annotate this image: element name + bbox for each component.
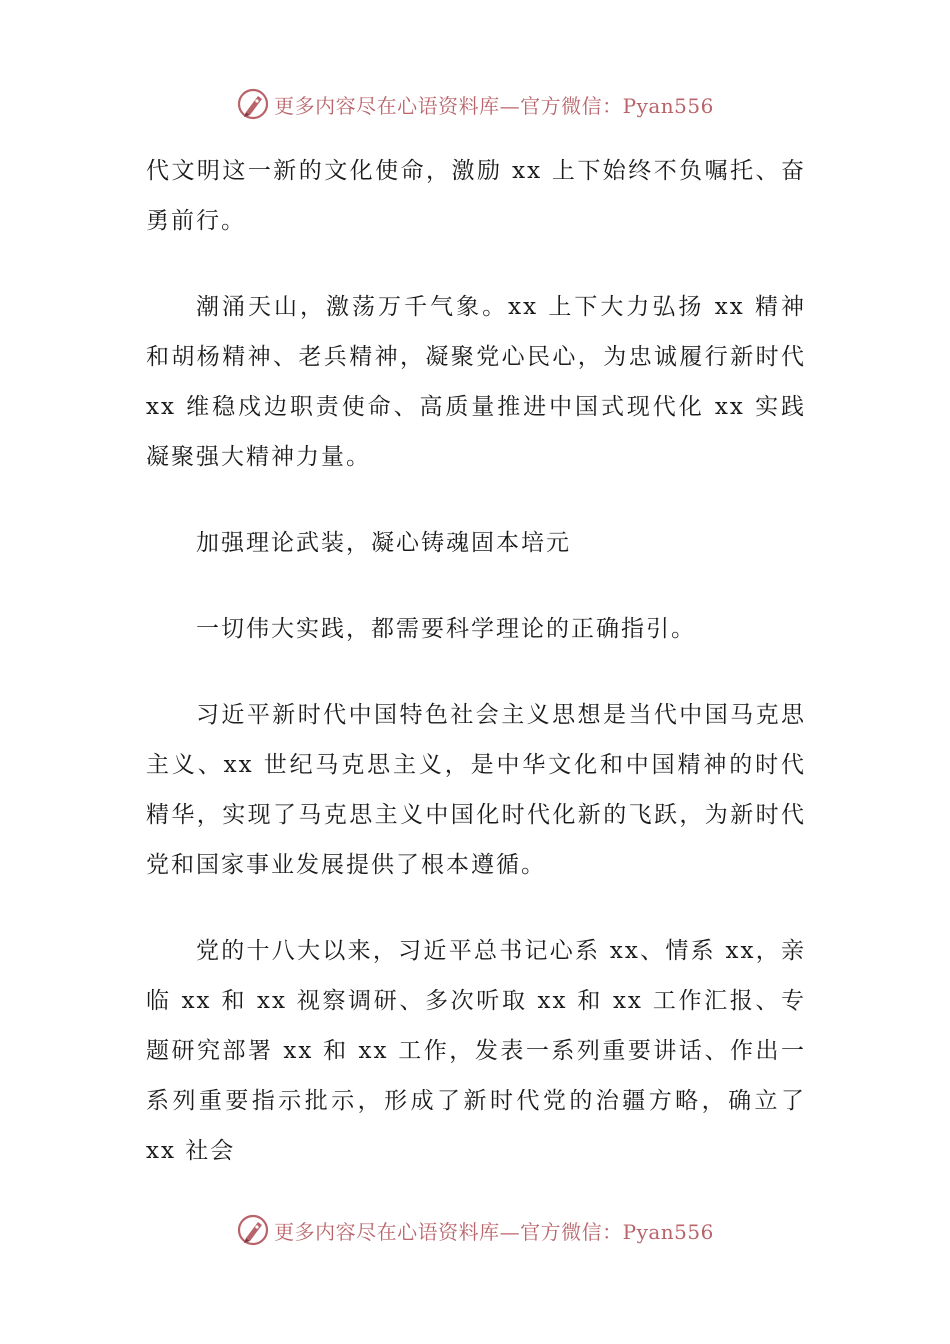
paragraph-2: 潮涌天山，激荡万千气象。xx 上下大力弘扬 xx 精神和胡杨精神、老兵精神，凝聚党心民心，为忠诚履行新时代 xx 维稳戍边职责使命、高质量推进中国式现代化 xx 实践凝聚强大精神力量。 xyxy=(146,294,806,470)
pen-nib-circle-icon xyxy=(236,1213,270,1247)
section-heading: 加强理论武装，凝心铸魂固本培元 xyxy=(196,530,571,556)
paragraph-5: 党的十八大以来，习近平总书记心系 xx、情系 xx，亲临 xx 和 xx 视察调研、多次听取 xx 和 xx 工作汇报、专题研究部署 xx 和 xx 工作，发表一系列重要讲话、作出一系列重要指示批示，形成了新时代党的治疆方略，确立了 xx 社会 xyxy=(146,938,806,1164)
paragraph-3: 一切伟大实践，都需要科学理论的正确指引。 xyxy=(196,616,696,642)
document-body xyxy=(146,146,806,1212)
paragraph-4: 习近平新时代中国特色社会主义思想是当代中国马克思主义、xx 世纪马克思主义，是中华文化和中国精神的时代精华，实现了马克思主义中国化时代化新的飞跃，为新时代党和国家事业发展提供了根本遵循。 xyxy=(146,702,806,878)
footer-banner-text: 更多内容尽在心语资料库—官方微信：Pyan556 xyxy=(274,1219,714,1244)
pen-nib-circle-icon xyxy=(236,87,270,121)
header-banner-text: 更多内容尽在心语资料库—官方微信：Pyan556 xyxy=(274,93,714,118)
paragraph-1: 代文明这一新的文化使命，激励 xx 上下始终不负嘱托、奋勇前行。 xyxy=(146,158,806,234)
footer-banner xyxy=(0,1210,950,1250)
header-banner xyxy=(0,84,950,124)
